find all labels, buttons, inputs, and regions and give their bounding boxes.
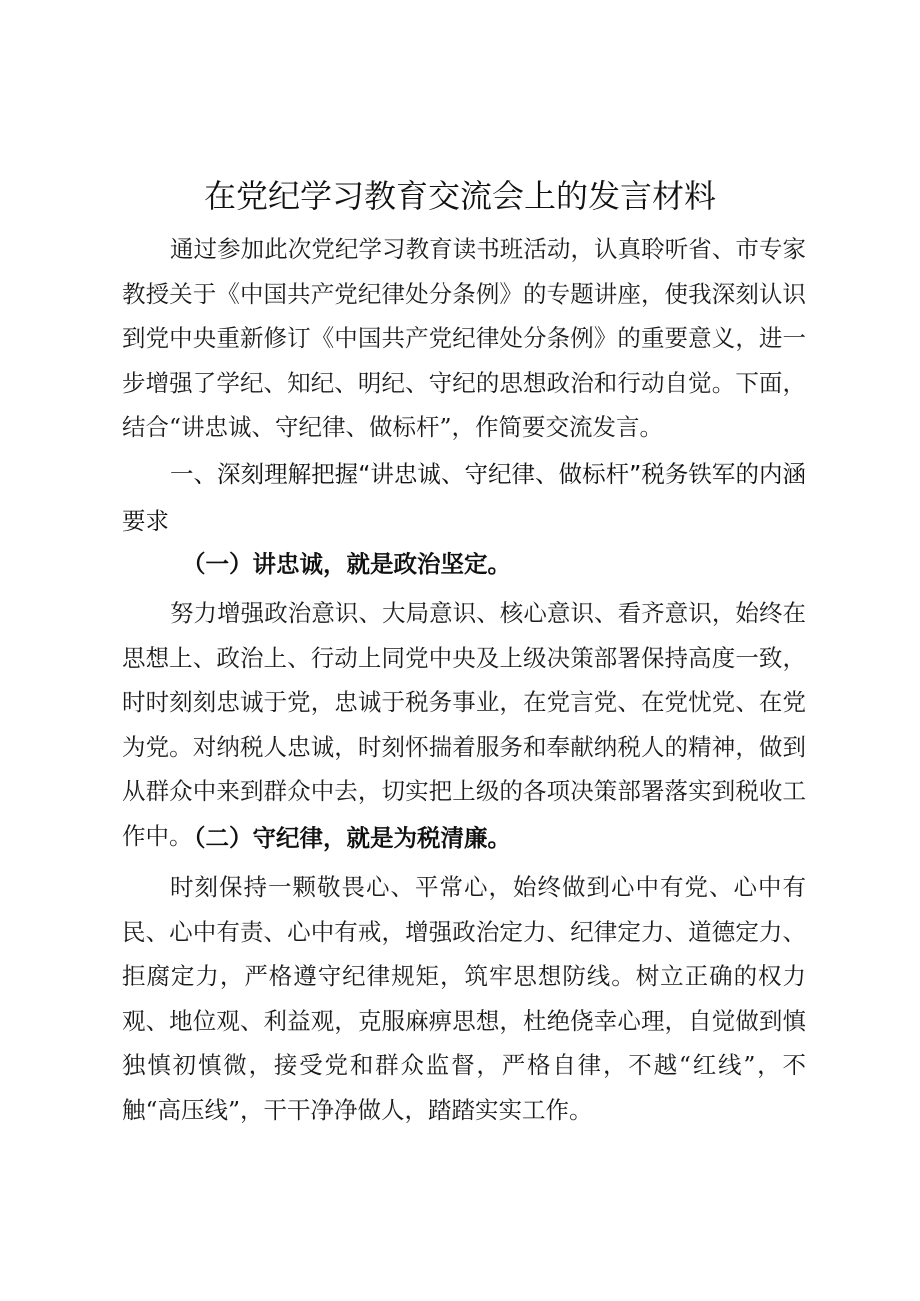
section-1-heading: 一、深刻理解把握“讲忠诚、守纪律、做标杆”税务铁军的内涵要求 (122, 460, 806, 535)
document-title: 在党纪学习教育交流会上的发言材料 (203, 177, 716, 215)
intro-paragraph: 通过参加此次党纪学习教育读书班活动，认真聆听省、市专家教授关于《中国共产党纪律处分条例》的专题讲座，使我深刻认识到党中央重新修订《中国共产党纪律处分条例》的重要意义，进一步增强了学纪、知纪、明纪、守纪的思想政治和行动自觉。下面，结合“讲忠诚、守纪律、做标杆”，作简要交流发言。 (122, 235, 806, 441)
subsection-1-heading: （一）讲忠诚，就是政治坚定。 (182, 550, 511, 578)
subsection-1-body: 努力增强政治意识、大局意识、核心意识、看齐意识，始终在思想上、政治上、行动上同党中央及上级决策部署保持高度一致，时时刻刻忠诚于党，忠诚于税务事业，在党言党、在党忧党、在党为党。对纳税人忠诚，时刻怀揣着服务和奉献纳税人的精神，做到从群众中来到群众中去，切实把上级的各项决策部署落实到税收工作中。 (122, 599, 806, 850)
subsection-2-body: 时刻保持一颗敬畏心、平常心，始终做到心中有党、心中有民、心中有责、心中有戒，增强政治定力、纪律定力、道德定力、拒腐定力，严格遵守纪律规矩，筑牢思想防线。树立正确的权力观、地位观、利益观，克服麻痹思想，杜绝侥幸心理，自觉做到慎独慎初慎微，接受党和群众监督，严格自律，不越“红线”，不触“高压线”，干干净净做人，踏踏实实工作。 (122, 873, 806, 1124)
subsection-2-heading: （二）守纪律，就是为税清廉。 (182, 824, 511, 852)
